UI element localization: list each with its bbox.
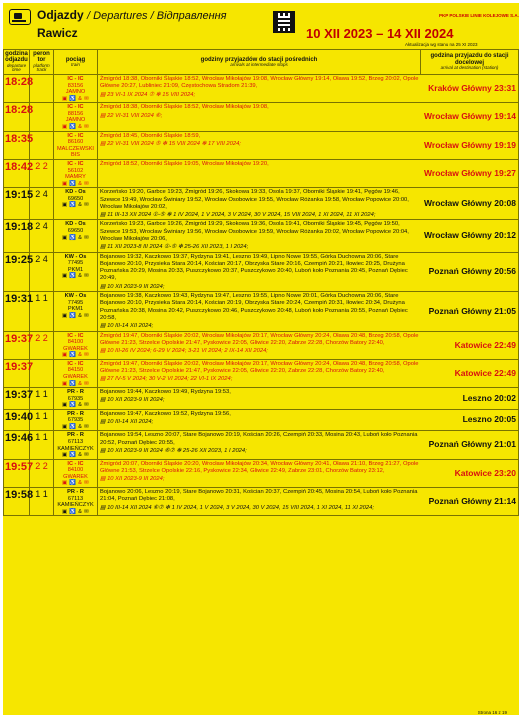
train-name: PKM1 bbox=[67, 266, 84, 273]
table-row bbox=[4, 252, 519, 291]
stops-text: Bojanowo 19:38, Kaczkowo 19:43, Rydzyna 19:47, Leszno 19:55, Lipno Nowe 20:01, Górka Duchowna 20:06, Stare Bojanowo 20:10, Przysieka Stara 20:14, Kościan 20:19, Obrzyska Stare 20:24, Czempiń 20:31, Iłowiec 20:34, Drużyna Poznańska 20:38, Mosina 20:42, Puszczykowo 20:46, Puszczykowo 20:48, Luboń koło Poznania 20:55, Poznań Dębiec 20:58, bbox=[100, 293, 408, 321]
stops-text: Żmigród 19:47, Oborniki Śląskie 20:02, Wrocław Mikołajów 20:17, Wrocław Główny 20:24, Oława 20:48, Brzeg 20:58, Opole Główne 21:23, Strzelce Opolskie 21:47, Pyskowice 22:05, Gliwice 22:20, Zabrze 22:28, Chorzów Batory 22:40, bbox=[100, 332, 419, 346]
platform: 2 4 bbox=[30, 188, 54, 220]
table-row bbox=[4, 431, 519, 459]
stops-text: Żmigród 18:38, Oborniki Śląskie 18:52, Wrocław Mikołajów 19:08, Wrocław Główny 19:14, Oława 19:52, Brzeg 20:02, Opole Główne 20:27, Lubliniec 21:09, Częstochowa Stradom 21:39, bbox=[100, 76, 419, 90]
train-number: 67935 bbox=[67, 417, 84, 424]
station-name: Rawicz bbox=[37, 26, 78, 40]
platform: 2 2 bbox=[30, 331, 54, 359]
train-type: KW - Os bbox=[64, 253, 87, 260]
train-info bbox=[54, 159, 98, 187]
departure-time: 19:31 bbox=[4, 292, 30, 331]
calendar-note: ▤ 10 XII 2023-9 III 2024; bbox=[100, 397, 165, 404]
train-number: 77495 bbox=[67, 260, 84, 267]
page-number: Strona 16 z 19 bbox=[477, 710, 507, 715]
train-number: 67113 bbox=[67, 439, 84, 446]
platform: 1 1 bbox=[30, 388, 54, 410]
platform bbox=[30, 131, 54, 159]
table-row bbox=[4, 359, 519, 387]
train-name: JAMNO bbox=[65, 117, 86, 124]
stops-text: Bojanowo 19:32, Kaczkowo 19:37, Rydzyna 19:41, Leszno 19:49, Lipno Nowe 19:55, Górka Duchowna 20:06, Stare Bojanowo 20:10, Przysieka Stara 20:14, Kościan 20:17, Obrzyska Stare 20:16, Czempiń 20:21, Iłowiec 20:25, Drużyna Poznańska 20:29, Mosina 20:33, Puszczykowo 20:37, Puszczykowo 20:40, Luboń koło Poznania 20:45, Poznań Dębiec 20:49, bbox=[100, 253, 408, 282]
train-number: 86160 bbox=[67, 139, 84, 146]
timetable-sheet bbox=[3, 3, 519, 715]
departure-time: 18:35 bbox=[4, 131, 30, 159]
train-info bbox=[54, 431, 98, 459]
destination-arrival: Leszno 20:02 bbox=[421, 388, 519, 410]
table-row bbox=[4, 292, 519, 331]
stops-text: Bojanowo 19:44, Kaczkowo 19:49, Rydzyna 19:53, bbox=[100, 389, 231, 396]
train-type: PR - R bbox=[67, 488, 84, 495]
platform: 2 4 bbox=[30, 220, 54, 252]
train-info bbox=[54, 331, 98, 359]
train-name: PKM1 bbox=[67, 306, 84, 313]
train-name: MAMRY bbox=[65, 174, 86, 181]
train-type: PR - R bbox=[67, 410, 84, 417]
calendar-note: ▤ 10 III-14 XII 2024; bbox=[100, 323, 154, 330]
train-type: KW - Os bbox=[64, 293, 87, 300]
train-info bbox=[54, 131, 98, 159]
platform: 2 2 bbox=[30, 159, 54, 187]
train-name: GWAREK bbox=[63, 345, 88, 352]
train-info bbox=[54, 252, 98, 291]
platform: 1 1 bbox=[30, 431, 54, 459]
calendar-note: ▤ 10 III-14 XII 2024; bbox=[100, 419, 154, 426]
amenity-icons: ▣ ♿ & ✉ bbox=[61, 180, 89, 187]
company-logo: PKP POLSKIE LINIE KOLEJOWE S.A. bbox=[439, 13, 519, 18]
destination-arrival: Wrocław Główny 19:19 bbox=[421, 131, 519, 159]
train-info bbox=[54, 359, 98, 387]
calendar-note: ▤ 22 VI-31 VIII 2024 ⑥; bbox=[100, 112, 163, 119]
calendar-note: ▤ 10 XII 2023-9 III 2024 ⑥⑦ ✻ 25-26 XII 2023, 1 I 2024; bbox=[100, 448, 247, 455]
departure-time: 19:46 bbox=[4, 431, 30, 459]
col-dest: godzina przyjazdu do stacji docelowej arrival at destination (station) bbox=[421, 50, 519, 75]
train-name: GWAREK bbox=[63, 473, 88, 480]
train-number: 83156 bbox=[67, 82, 84, 89]
col-stops: godziny przyjazdów do stacji pośrednich arrivals at intermediate stops bbox=[98, 50, 421, 75]
train-type: IC - IC bbox=[67, 132, 84, 139]
destination-arrival: Poznań Główny 20:56 bbox=[421, 252, 519, 291]
amenity-icons: ▣ ♿ & ✉ bbox=[61, 423, 89, 430]
train-number: 84100 bbox=[67, 467, 84, 474]
stops-text: Żmigród 18:45, Oborniki Śląskie 18:59, bbox=[100, 132, 201, 139]
train-info bbox=[54, 75, 98, 103]
amenity-icons: ▣ ♿ & ✉ bbox=[61, 234, 89, 241]
stops-text: Żmigród 18:52, Oborniki Śląskie 19:05, Wrocław Mikołajów 19:20, bbox=[100, 160, 269, 167]
train-info bbox=[54, 459, 98, 487]
intermediate-stops bbox=[98, 103, 421, 131]
departure-time: 19:15 bbox=[4, 188, 30, 220]
train-icon bbox=[9, 9, 31, 25]
stops-text: Bojanowo 19:47, Kaczkowo 19:52, Rydzyna 19:56, bbox=[100, 410, 231, 417]
platform: 1 1 bbox=[30, 409, 54, 431]
platform: 2 2 bbox=[30, 459, 54, 487]
stops-text: Żmigród 18:38, Oborniki Śląskie 18:52, Wrocław Mikołajów 19:08, bbox=[100, 104, 269, 111]
departures-table bbox=[3, 49, 519, 516]
amenity-icons: ▣ ♿ & ✉ bbox=[61, 508, 89, 515]
destination-arrival: Katowice 23:20 bbox=[421, 459, 519, 487]
col-peron: peron tor platform track bbox=[30, 50, 54, 75]
destination-arrival: Katowice 22:49 bbox=[421, 331, 519, 359]
platform: 1 1 bbox=[30, 487, 54, 515]
train-info bbox=[54, 103, 98, 131]
intermediate-stops bbox=[98, 431, 421, 459]
calendar-note: ▤ 11 XII 2023-8 III 2024 ①-⑤ ✻ 25-26 XII 2023, 1 I 2024; bbox=[100, 244, 249, 251]
calendar-note: ▤ 10 XII 2023-9 III 2024; bbox=[100, 476, 165, 483]
table-row bbox=[4, 409, 519, 431]
calendar-note: ▤ 10 III-26 IV 2024; 6-29 V 2024; 3-21 VI 2024; 2 IX-14 XII 2024; bbox=[100, 348, 268, 355]
intermediate-stops bbox=[98, 487, 421, 515]
train-type: IC - IC bbox=[67, 160, 84, 167]
train-type: KD - Os bbox=[65, 221, 86, 228]
train-type: IC - IC bbox=[67, 460, 84, 467]
qr-code-icon bbox=[273, 11, 295, 33]
col-time: godzina odjazdu departure time bbox=[4, 50, 30, 75]
table-row bbox=[4, 131, 519, 159]
destination-arrival: Wrocław Główny 19:14 bbox=[421, 103, 519, 131]
train-type: KD - Os bbox=[65, 189, 86, 196]
train-number: 88156 bbox=[67, 110, 84, 117]
intermediate-stops bbox=[98, 75, 421, 103]
destination-arrival: Wrocław Główny 20:08 bbox=[421, 188, 519, 220]
intermediate-stops bbox=[98, 459, 421, 487]
train-number: 77495 bbox=[67, 299, 84, 306]
stops-text: Żmigród 19:47, Oborniki Śląskie 20:02, Wrocław Mikołajów 20:17, Wrocław Główny 20:24, Oława 20:48, Brzeg 20:58, Opole Główne 21:23, Strzelce Opolskie 21:47, Pyskowice 22:05, Gliwice 22:20, Zabrze 22:28, Chorzów Batory 22:40, bbox=[100, 360, 419, 375]
departure-time: 19:37 bbox=[4, 331, 30, 359]
update-note: Aktualizacja wg stanu na 25 XI 2023 bbox=[405, 42, 478, 47]
train-number: 67113 bbox=[67, 495, 84, 502]
table-body bbox=[4, 75, 519, 516]
table-row bbox=[4, 159, 519, 187]
intermediate-stops bbox=[98, 331, 421, 359]
page-title: Odjazdy / Departures / Відправлення bbox=[37, 8, 227, 22]
amenity-icons: ▣ ♿ & ✉ bbox=[61, 202, 89, 209]
train-type: IC - IC bbox=[67, 76, 84, 83]
platform bbox=[30, 359, 54, 387]
train-name: JAMNO bbox=[65, 89, 86, 96]
stops-text: Korzeńsko 19:23, Garbce 19:26, Żmigród 19:29, Skokowa 19:36, Osola 19:41, Oborniki Śląskie 19:45, Pęgów 19:50, Szewce 19:53, Wrocław Świniary 19:56, Wrocław Osobowice 19:59, Wrocław Różanka 20:02, Wrocław Popowice 20:04, Wrocław Mikołajów 20:06, bbox=[100, 221, 409, 242]
train-name: KAMIEŃCZYK bbox=[57, 502, 94, 509]
train-number: 69650 bbox=[67, 227, 84, 234]
amenity-icons: ▣ ♿ & ✉ bbox=[61, 380, 89, 387]
platform: 1 1 bbox=[30, 292, 54, 331]
departure-time: 19:25 bbox=[4, 252, 30, 291]
intermediate-stops bbox=[98, 252, 421, 291]
intermediate-stops bbox=[98, 409, 421, 431]
intermediate-stops bbox=[98, 188, 421, 220]
destination-arrival: Wrocław Główny 19:27 bbox=[421, 159, 519, 187]
intermediate-stops bbox=[98, 131, 421, 159]
destination-arrival: Katowice 22:49 bbox=[421, 359, 519, 387]
table-header bbox=[4, 50, 519, 75]
train-info bbox=[54, 388, 98, 410]
destination-arrival: Poznań Główny 21:14 bbox=[421, 487, 519, 515]
destination-arrival: Leszno 20:05 bbox=[421, 409, 519, 431]
train-info bbox=[54, 220, 98, 252]
calendar-note: ▤ 23 VI-1 IX 2024 ⑦ ✻ 15 VIII 2024; bbox=[100, 91, 196, 98]
departure-time: 19:37 bbox=[4, 388, 30, 410]
platform: 2 4 bbox=[30, 252, 54, 291]
table-row bbox=[4, 75, 519, 103]
amenity-icons: ▣ ♿ & ✉ bbox=[61, 352, 89, 359]
table-row bbox=[4, 188, 519, 220]
departure-time: 19:37 bbox=[4, 359, 30, 387]
train-name: MALCZEWSKI BIS bbox=[57, 145, 94, 159]
table-row bbox=[4, 103, 519, 131]
train-type: IC - IC bbox=[67, 104, 84, 111]
header bbox=[3, 3, 519, 47]
stops-text: Żmigród 20:07, Oborniki Śląskie 20:20, Wrocław Mikołajów 20:34, Wrocław Główny 20:41, Oława 21:10, Brzeg 21:27, Opole Główne 21:53, Strzelce Opolskie 22:16, Pyskowice 22:34, Gliwice 22:49, Zabrze 23:01, Chorzów Batory 23:12, bbox=[100, 460, 419, 474]
amenity-icons: ▣ ♿ & ✉ bbox=[61, 452, 89, 459]
departure-time: 18:28 bbox=[4, 103, 30, 131]
train-type: IC - IC bbox=[67, 332, 84, 339]
table-row bbox=[4, 331, 519, 359]
calendar-note: ▤ 27 IV-5 V 2024; 30 V-2 VI 2024; 22 VI-1 IX 2024; bbox=[100, 376, 233, 383]
intermediate-stops bbox=[98, 159, 421, 187]
destination-arrival: Kraków Główny 23:31 bbox=[421, 75, 519, 103]
table-row bbox=[4, 459, 519, 487]
stops-text: Korzeńsko 19:20, Garbce 19:23, Żmigród 19:26, Skokowa 19:33, Osola 19:37, Oborniki Śląskie 19:41, Pęgów 19:46, Szewce 19:49, Wrocław Świniary 19:52, Wrocław Osobowice 19:55, Wrocław Różanka 19:58, Wrocław Popowice 20:00, Wrocław Mikołajów 20:02, bbox=[100, 189, 409, 210]
departure-time: 19:40 bbox=[4, 409, 30, 431]
train-number: 84150 bbox=[67, 367, 84, 374]
calendar-note: ▤ 10 XII 2023-9 III 2024; bbox=[100, 283, 165, 290]
train-info bbox=[54, 487, 98, 515]
train-number: 67935 bbox=[67, 395, 84, 402]
departure-time: 19:57 bbox=[4, 459, 30, 487]
stops-text: Bojanowo 20:06, Leszno 20:19, Stare Bojanowo 20:31, Kościan 20:37, Czempiń 20:45, Mosina 20:54, Luboń koło Poznania 21:04, Poznań Dębiec 21:08, bbox=[100, 488, 418, 503]
intermediate-stops bbox=[98, 388, 421, 410]
train-number: 56102 bbox=[67, 167, 84, 174]
departure-time: 18:28 bbox=[4, 75, 30, 103]
intermediate-stops bbox=[98, 292, 421, 331]
amenity-icons: ▣ ♿ & ✉ bbox=[61, 95, 89, 102]
intermediate-stops bbox=[98, 220, 421, 252]
amenity-icons: ▣ ♿ & ✉ bbox=[61, 402, 89, 409]
departure-time: 19:58 bbox=[4, 487, 30, 515]
train-info bbox=[54, 409, 98, 431]
col-train: pociąg train bbox=[54, 50, 98, 75]
platform bbox=[30, 103, 54, 131]
calendar-note: ▤ 10 III-14 XII 2024 ⑥⑦ ✻ 1 IV 2024, 1 V 2024, 3 V 2024, 30 V 2024, 15 VIII 2024, 1 XI 2024, 11 XI 2024; bbox=[100, 504, 374, 511]
train-name: GWAREK bbox=[63, 374, 88, 380]
intermediate-stops bbox=[98, 359, 421, 387]
train-type: IC - IC bbox=[67, 360, 84, 367]
amenity-icons: ▣ ♿ & ✉ bbox=[61, 124, 89, 131]
train-info bbox=[54, 188, 98, 220]
destination-arrival: Wrocław Główny 20:12 bbox=[421, 220, 519, 252]
train-type: PR - R bbox=[67, 432, 84, 439]
table-row bbox=[4, 220, 519, 252]
departure-time: 18:42 bbox=[4, 159, 30, 187]
train-name: KAMIEŃCZYK bbox=[57, 445, 94, 452]
date-range: 10 XII 2023 – 14 XII 2024 bbox=[306, 26, 454, 41]
amenity-icons: ▣ ♿ & ✉ bbox=[61, 312, 89, 319]
table-row bbox=[4, 388, 519, 410]
platform bbox=[30, 75, 54, 103]
table-row bbox=[4, 487, 519, 515]
departure-time: 19:18 bbox=[4, 220, 30, 252]
destination-arrival: Poznań Główny 21:05 bbox=[421, 292, 519, 331]
train-number: 69650 bbox=[67, 195, 84, 202]
destination-arrival: Poznań Główny 21:01 bbox=[421, 431, 519, 459]
calendar-note: ▤ 22 VI-31 VIII 2024 ⑤ ✻ 15 VIII 2024 ✻ 17 VIII 2024; bbox=[100, 140, 241, 147]
train-info bbox=[54, 292, 98, 331]
train-number: 84100 bbox=[67, 339, 84, 346]
amenity-icons: ▣ ♿ & ✉ bbox=[61, 480, 89, 487]
amenity-icons: ▣ ♿ & ✉ bbox=[61, 273, 89, 280]
calendar-note: ▤ 11 III-13 XII 2024 ①-⑤ ✻ 1 IV 2024, 1 V 2024, 3 V 2024, 30 V 2024, 15 VIII 2024, 1 XI 2024, 11 XI 2024; bbox=[100, 212, 376, 219]
stops-text: Bojanowo 19:54, Leszno 20:07, Stare Bojanowo 20:19, Kościan 20:26, Czempiń 20:33, Mosina 20:43, Luboń koło Poznania 20:52, Poznań Dębiec 20:55, bbox=[100, 432, 418, 446]
train-type: PR - R bbox=[67, 389, 84, 396]
